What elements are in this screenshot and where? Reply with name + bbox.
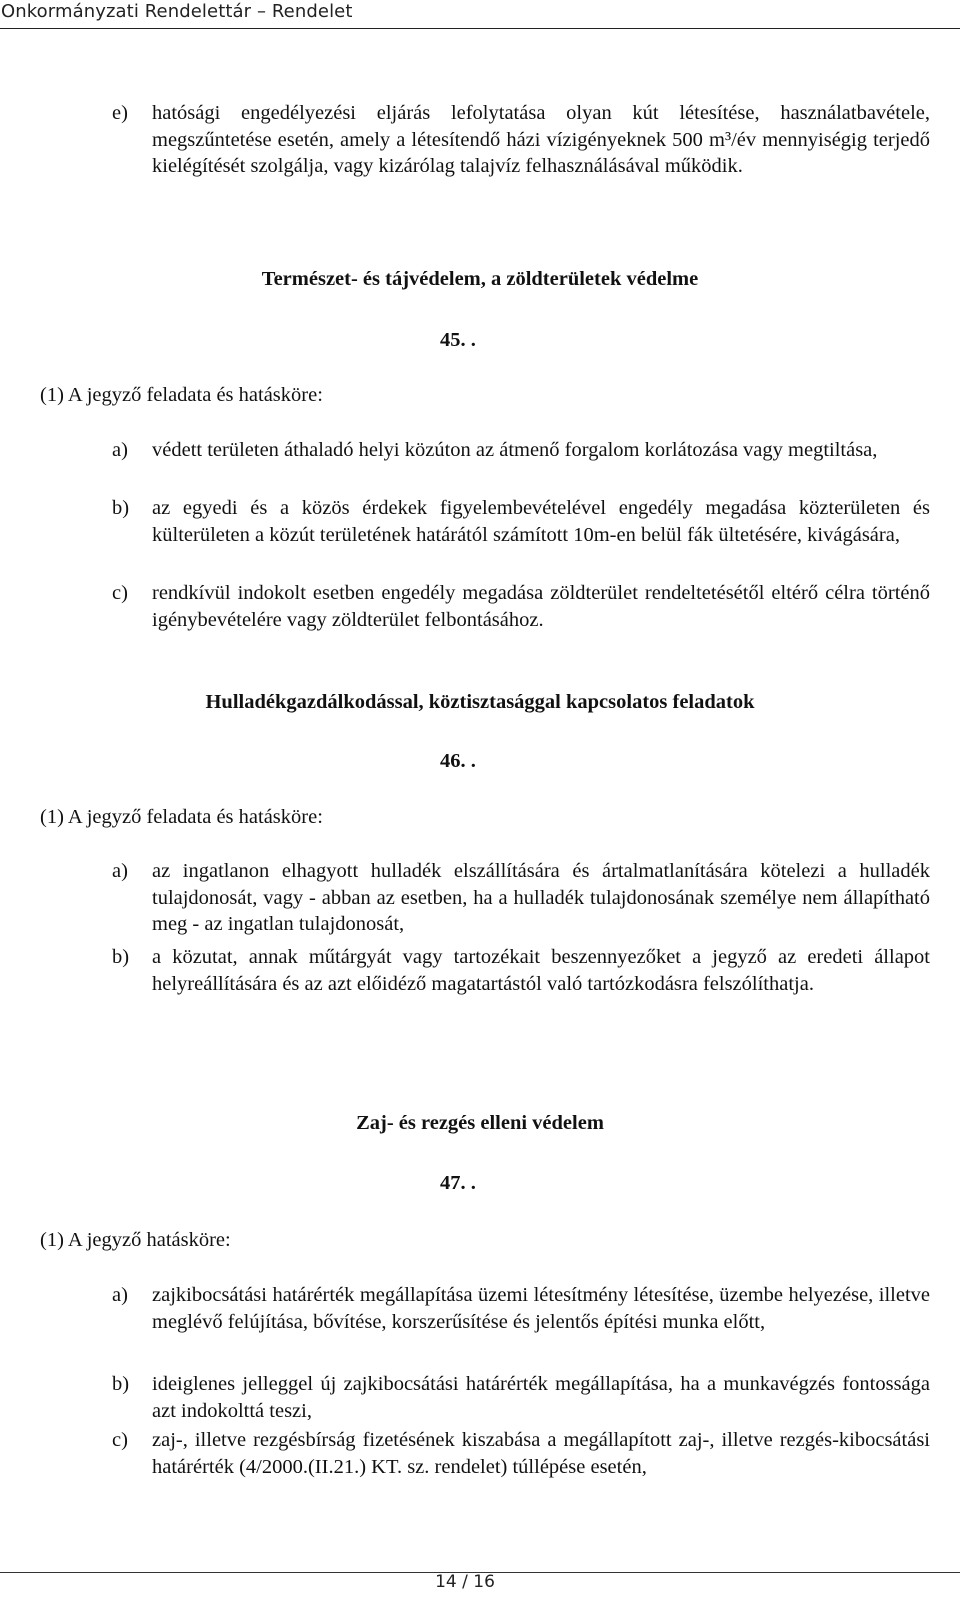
list-item-45a — [112, 437, 930, 464]
section-heading-45: Természet- és tájvédelem, a zöldterületek védelme — [261, 268, 699, 290]
item-label: e) — [112, 102, 128, 124]
item-label: a) — [112, 1284, 128, 1306]
section-heading-47: Zaj- és rezgés elleni védelem — [356, 1112, 604, 1134]
item-label: c) — [112, 582, 128, 604]
item-text: zajkibocsátási határérték megállapítása üzemi létesítmény létesítése, üzembe helyezése, illetve meglévő felújítása, bővítése, korszerűsítése és jelentős építési munka előtt, — [152, 1284, 930, 1333]
page-footer — [0, 1572, 960, 1613]
list-item-46b — [112, 944, 930, 997]
list-item-47a — [112, 1282, 930, 1335]
item-label: b) — [112, 946, 130, 968]
page-number: 14 / 16 — [435, 1572, 495, 1592]
section-heading-46: Hulladékgazdálkodással, köztisztasággal kapcsolatos feladatok — [205, 691, 755, 713]
item-label: c) — [112, 1429, 128, 1451]
clause-46-1: (1) A jegyző feladata és hatásköre: — [40, 806, 323, 828]
item-label: a) — [112, 439, 128, 461]
header-title: Onkormányzati Rendelettár – Rendelet — [1, 1, 353, 22]
item-text: az egyedi és a közös érdekek figyelembevételével engedély megadása közterületen és külterületen a közút területének határától számított 10m-en belül fák ültetésére, kivágására, — [152, 497, 930, 546]
section-number-46: 46. . — [440, 750, 476, 772]
section-number-45: 45. . — [440, 329, 476, 351]
list-item-e — [112, 100, 930, 180]
item-text: zaj-, illetve rezgésbírság fizetésének kiszabása a megállapított zaj-, illetve rezgés-kibocsátási határérték (4/2000.(II.21.) KT. sz. rendelet) túllépése esetén, — [152, 1429, 930, 1478]
list-item-45c — [112, 580, 930, 633]
clause-47-1: (1) A jegyző hatásköre: — [40, 1229, 231, 1251]
item-text: az ingatlanon elhagyott hulladék elszállítására és ártalmatlanítására kötelezi a hulladék tulajdonosát, vagy - abban az esetben, ha a hulladék tulajdonosának személye nem állapítható meg - az ingatlan tulajdonosát, — [152, 860, 930, 935]
list-item-47b — [112, 1371, 930, 1424]
item-text: védett területen áthaladó helyi közúton az átmenő forgalom korlátozása vagy megtiltása, — [152, 439, 878, 461]
list-item-46a — [112, 858, 930, 938]
list-item-47c — [112, 1427, 930, 1480]
item-text: hatósági engedélyezési eljárás lefolytatása olyan kút létesítése, használatbavétele, megszűntetése esetén, amely a létesítendő házi vízigényeknek 500 m³/év mennyiségig terjedő kielégítését szolgálja, vagy kizárólag talajvíz felhasználásával működik. — [152, 102, 930, 177]
item-text: rendkívül indokolt esetben engedély megadása zöldterület rendeltetésétől eltérő célra történő igénybevételére vagy zöldterület felbontásához. — [152, 582, 930, 631]
item-text: ideiglenes jelleggel új zajkibocsátási határérték megállapítása, ha a munkavégzés fontossága azt indokolttá teszi, — [152, 1373, 930, 1422]
item-label: a) — [112, 860, 128, 882]
item-label: b) — [112, 497, 130, 519]
section-number-47: 47. . — [440, 1172, 476, 1194]
clause-45-1: (1) A jegyző feladata és hatásköre: — [40, 384, 323, 406]
item-label: b) — [112, 1373, 130, 1395]
list-item-45b — [112, 495, 930, 548]
item-text: a közutat, annak műtárgyát vagy tartozékait beszennyezőket a jegyző az eredeti állapot helyreállítására és az azt előidéző magatartástól való tartózkodásra felszólíthatja. — [152, 946, 930, 995]
document-header — [0, 0, 960, 29]
